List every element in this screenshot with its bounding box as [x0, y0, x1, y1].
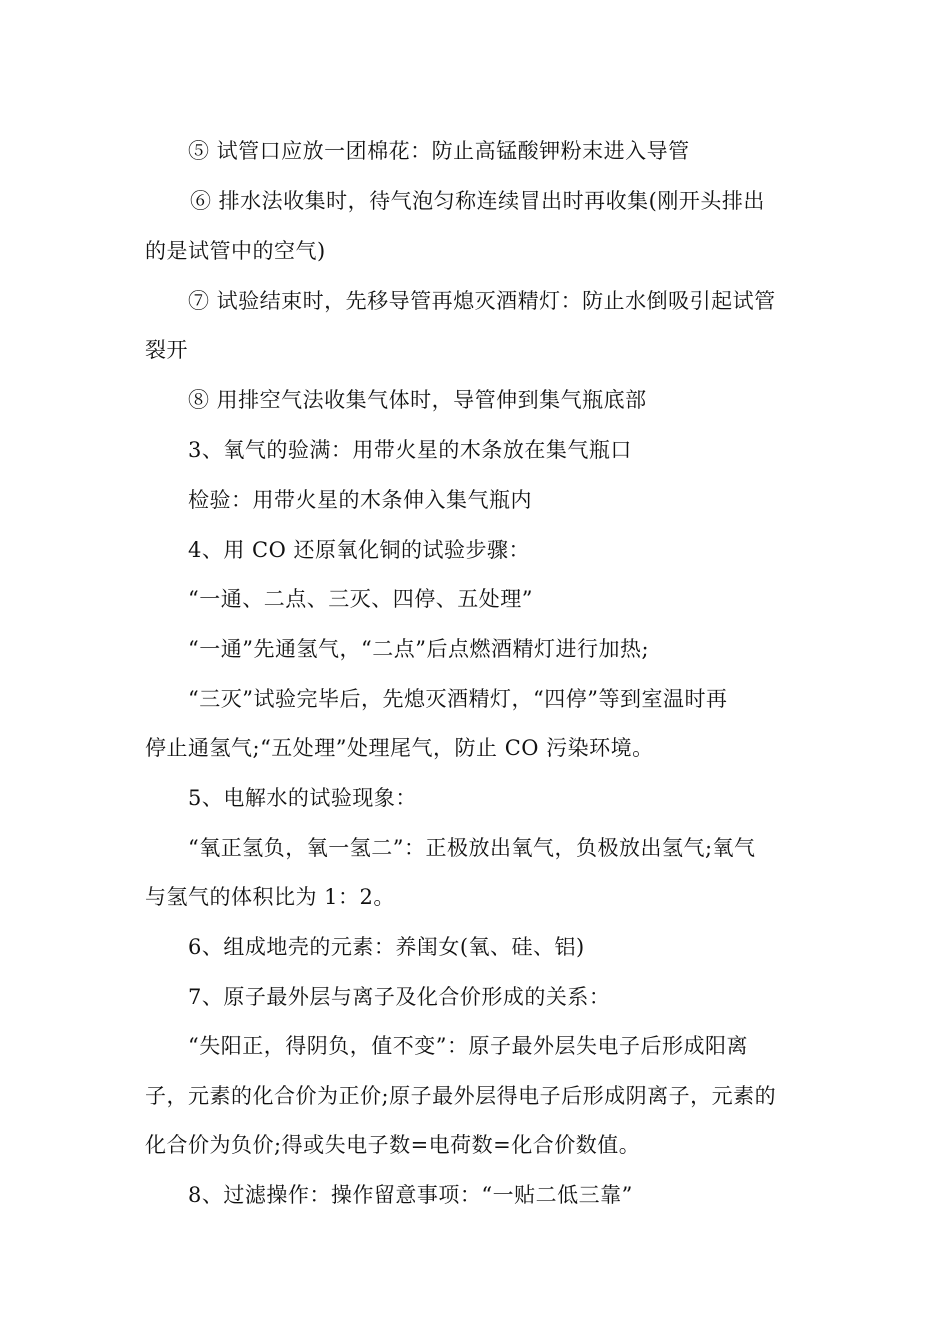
text-line-mnemonic: “一通、二点、三灭、四停、五处理”: [188, 587, 533, 611]
text-line-section4: 4、用 CO 还原氧化铜的试验步骤：: [188, 538, 530, 562]
text-line-step3-cont: 停止通氢气;“五处理”处理尾气，防止 CO 污染环境。: [145, 736, 654, 760]
text-line-section7: 7、原子最外层与离子及化合价形成的关系：: [188, 985, 611, 1009]
text-line-valence-cont2: 化合价为负价;得或失电子数=电荷数=化合价数值。: [145, 1133, 641, 1157]
text-line-valence: “失阳正，得阴负，值不变”：原子最外层失电子后形成阳离: [188, 1034, 748, 1058]
text-line-electrolysis: “氧正氢负，氧一氢二”：正极放出氧气，负极放出氢气;氧气: [188, 836, 756, 860]
text-line-valence-cont1: 子，元素的化合价为正价;原子最外层得电子后形成阴离子，元素的: [145, 1084, 777, 1108]
text-line-item8: ⑧ 用排空气法收集气体时，导管伸到集气瓶底部: [188, 388, 647, 412]
text-line-section6: 6、组成地壳的元素：养闺女(氧、硅、铝): [188, 935, 585, 959]
text-line-step1: “一通”先通氢气，“二点”后点燃酒精灯进行加热;: [188, 637, 650, 661]
text-line-electrolysis-cont: 与氢气的体积比为 1：2。: [145, 885, 395, 909]
text-line-item6: ⑥ 排水法收集时，待气泡匀称连续冒出时再收集(刚开头排出: [190, 189, 765, 213]
text-line-section8: 8、过滤操作：操作留意事项：“一贴二低三靠”: [188, 1183, 633, 1207]
text-line-item7: ⑦ 试验结束时，先移导管再熄灭酒精灯：防止水倒吸引起试管: [188, 289, 776, 313]
text-line-item5: ⑤ 试管口应放一团棉花：防止高锰酸钾粉末进入导管: [188, 139, 690, 163]
text-line-section3: 3、氧气的验满：用带火星的木条放在集气瓶口: [188, 438, 632, 462]
text-line-section5: 5、电解水的试验现象：: [188, 786, 417, 810]
text-line-item7-cont: 裂开: [145, 338, 188, 362]
text-line-item6-cont: 的是试管中的空气): [145, 239, 326, 263]
text-line-check: 检验：用带火星的木条伸入集气瓶内: [188, 488, 532, 512]
text-line-step3: “三灭”试验完毕后，先熄灭酒精灯，“四停”等到室温时再: [188, 687, 728, 711]
